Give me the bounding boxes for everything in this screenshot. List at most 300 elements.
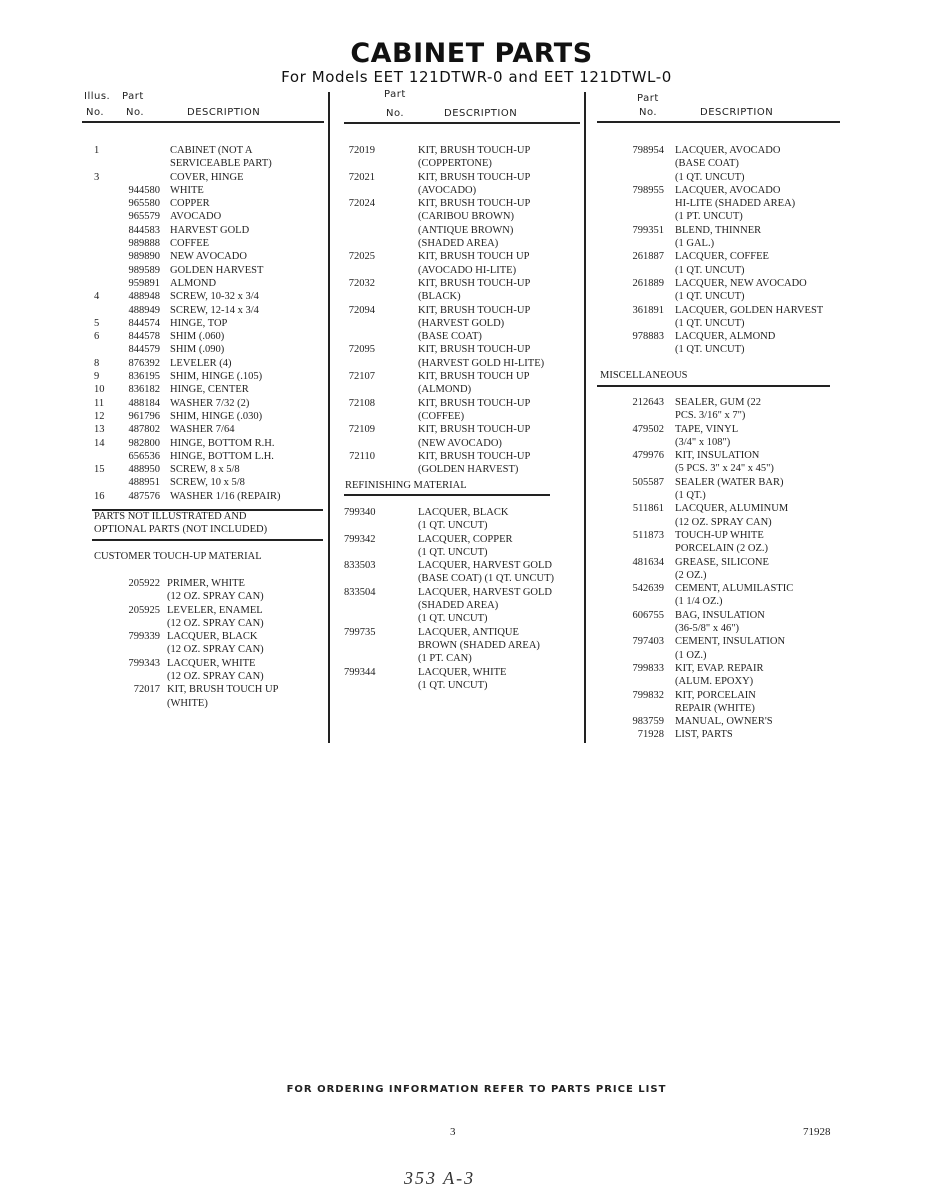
part-row: [344, 397, 580, 424]
part-number: 799339: [128, 631, 160, 643]
part-description: GREASE, SILICONE: [675, 556, 769, 568]
part-row: [597, 184, 843, 224]
part-row: [344, 666, 580, 693]
part-number: 205925: [128, 604, 160, 616]
part-description: (12 OZ. SPRAY CAN): [167, 591, 264, 603]
part-row: [597, 529, 843, 556]
part-number: 836195: [128, 371, 160, 383]
part-description: KIT, BRUSH TOUCH-UP: [418, 277, 531, 289]
part-row: [94, 210, 324, 223]
part-number: 799344: [344, 666, 376, 678]
part-number: 833503: [344, 560, 376, 572]
part-row: [597, 689, 843, 716]
part-description: SCREW, 8 x 5/8: [170, 464, 240, 476]
part-no-header: No.: [126, 107, 145, 118]
part-description: CEMENT, ALUMILASTIC: [675, 583, 794, 595]
part-row: [94, 224, 324, 237]
document-number: 71928: [803, 1126, 831, 1138]
illus-number: 8: [94, 357, 100, 369]
handwritten-note: 353 A-3: [404, 1168, 476, 1188]
part-description: (12 OZ. SPRAY CAN): [675, 516, 772, 528]
part-description: (COFFEE): [418, 410, 465, 422]
illus-number: 6: [94, 331, 100, 343]
illus-number: 14: [94, 437, 105, 449]
part-number: 72095: [348, 344, 375, 356]
part-description: LACQUER, AVOCADO: [675, 184, 781, 196]
part-row: [344, 370, 580, 397]
part-description: CEMENT, INSULATION: [675, 636, 786, 648]
column-divider: [584, 92, 586, 743]
part-description: LACQUER, COFFEE: [675, 251, 769, 263]
part-description: BAG, INSULATION: [675, 609, 765, 621]
part-description: (1 OZ.): [675, 649, 707, 661]
part-description: HI-LITE (SHADED AREA): [675, 198, 796, 210]
part-description: LACQUER, HARVEST GOLD: [418, 586, 553, 598]
part-row: [94, 450, 324, 463]
page-title: CABINET PARTS: [350, 38, 593, 69]
part-row: [597, 250, 843, 277]
part-description: LEVELER, ENAMEL: [167, 604, 263, 616]
part-description: LACQUER, COPPER: [418, 533, 513, 545]
part-description: GOLDEN HARVEST: [170, 264, 264, 276]
header-rule: [344, 122, 580, 124]
part-description: (1 QT. UNCUT): [675, 317, 745, 329]
section-title: MISCELLANEOUS: [600, 370, 688, 381]
part-number: 205922: [128, 578, 160, 589]
touch-up-entries: [94, 577, 324, 710]
part-description: HINGE, BOTTOM R.H.: [170, 437, 275, 449]
part-number: 488949: [128, 304, 160, 316]
part-number: 965579: [128, 211, 160, 223]
part-description: (HARVEST GOLD HI-LITE): [418, 357, 545, 369]
part-row: [344, 559, 580, 586]
part-description: MANUAL, OWNER'S: [675, 716, 773, 728]
part-number: 72032: [348, 277, 375, 289]
part-number: 978883: [632, 331, 664, 343]
part-description: LACQUER, BLACK: [167, 631, 258, 643]
page-number: 3: [450, 1126, 456, 1138]
part-no-header: No.: [386, 108, 405, 119]
part-number: 983759: [632, 716, 664, 728]
part-row: [597, 330, 843, 357]
part-number: 488184: [128, 397, 160, 409]
part-description: REPAIR (WHITE): [675, 702, 755, 714]
part-description: AVOCADO: [170, 211, 222, 223]
part-description: KIT, BRUSH TOUCH UP: [418, 251, 530, 263]
part-number: 833504: [344, 586, 376, 598]
part-description: PORCELAIN (2 OZ.): [675, 543, 769, 555]
part-number: 799340: [344, 507, 376, 518]
part-description: KIT, BRUSH TOUCH-UP: [418, 424, 531, 436]
section-title: CUSTOMER TOUCH-UP MATERIAL: [94, 551, 262, 562]
part-description: KIT, INSULATION: [675, 450, 760, 462]
part-row: [344, 171, 580, 198]
illus-number: 10: [94, 384, 105, 396]
part-number: 799833: [632, 662, 664, 674]
part-row: [94, 657, 324, 684]
part-description: (ANTIQUE BROWN): [418, 224, 514, 236]
part-description: PRIMER, WHITE: [167, 578, 245, 589]
part-number: 488951: [128, 477, 160, 489]
part-description: SERVICEABLE PART): [170, 158, 272, 170]
section-title: REFINISHING MATERIAL: [345, 480, 467, 491]
part-row: [94, 343, 324, 356]
part-description: SCREW, 10-32 x 3/4: [170, 291, 259, 303]
part-description: LACQUER, WHITE: [418, 666, 507, 678]
part-description: COVER, HINGE: [170, 171, 244, 183]
part-description: KIT, BRUSH TOUCH-UP: [418, 304, 531, 316]
part-description: (1 QT. UNCUT): [675, 171, 745, 183]
part-description: LACQUER, ANTIQUE: [418, 626, 519, 638]
part-number: 656536: [128, 450, 160, 462]
part-number: 488948: [128, 291, 160, 303]
part-description: LACQUER, ALUMINUM: [675, 503, 789, 515]
part-row: [94, 476, 324, 489]
part-description: LACQUER, WHITE: [167, 657, 256, 669]
part-number: 72094: [348, 304, 375, 316]
part-description: (3/4" x 108"): [675, 436, 731, 448]
illus-number: 15: [94, 464, 105, 476]
part-description: KIT, BRUSH TOUCH-UP: [418, 171, 531, 183]
description-header: DESCRIPTION: [187, 107, 261, 118]
part-description: (HARVEST GOLD): [418, 317, 505, 329]
part-row: [344, 304, 580, 344]
part-header: Part: [384, 89, 406, 100]
part-row: [94, 330, 324, 343]
part-number: 798955: [632, 184, 664, 196]
part-row: [597, 144, 843, 184]
part-row: [597, 715, 843, 728]
part-description: LACQUER, BLACK: [418, 507, 509, 518]
section-rule: [344, 494, 550, 496]
part-number: 799342: [344, 533, 376, 545]
part-row: [94, 277, 324, 290]
column-1-entries: [94, 144, 324, 503]
part-description: (12 OZ. SPRAY CAN): [167, 617, 264, 629]
description-header: DESCRIPTION: [444, 108, 518, 119]
part-number: 982800: [128, 437, 160, 449]
part-number: 961796: [128, 410, 160, 422]
description-header: DESCRIPTION: [700, 107, 774, 118]
part-row: [597, 224, 843, 251]
section-rule: [92, 539, 323, 541]
illus-no-header: No.: [86, 107, 105, 118]
part-description: WASHER 7/32 (2): [170, 397, 250, 409]
column-2-entries: [344, 144, 580, 476]
part-number: 72025: [348, 251, 375, 263]
part-description: LACQUER, ALMOND: [675, 331, 776, 343]
part-row: [94, 237, 324, 250]
illus-header: Illus.: [84, 91, 111, 102]
header-rule: [82, 121, 324, 123]
illus-number: 3: [94, 171, 100, 183]
part-description: (2 OZ.): [675, 569, 707, 581]
part-description: (1 QT. UNCUT): [675, 264, 745, 276]
part-number: 944580: [128, 184, 160, 196]
part-description: KIT, EVAP. REPAIR: [675, 662, 764, 674]
part-row: [94, 197, 324, 210]
part-number: 505587: [632, 476, 664, 488]
part-row: [597, 582, 843, 609]
part-description: (1 PT. CAN): [418, 653, 472, 665]
part-row: [94, 171, 324, 184]
part-number: 72017: [133, 684, 160, 696]
column-divider: [328, 92, 330, 743]
part-row: [94, 490, 324, 503]
illus-number: 9: [94, 371, 100, 383]
part-description: KIT, PORCELAIN: [675, 689, 756, 701]
part-row: [94, 304, 324, 317]
part-description: COFFEE: [170, 238, 210, 250]
part-description: (SHADED AREA): [418, 600, 499, 612]
part-no-header: No.: [639, 107, 658, 118]
section-rule: [597, 385, 830, 387]
part-description: HINGE, TOP: [170, 317, 228, 329]
illus-number: 5: [94, 317, 100, 329]
part-row: [344, 506, 580, 533]
part-number: 799351: [632, 224, 664, 236]
part-description: (1 PT. UNCUT): [675, 211, 743, 223]
part-description: (1 1/4 OZ.): [675, 596, 723, 608]
part-row: [94, 577, 324, 604]
part-number: 72110: [349, 450, 375, 462]
column-3-entries: [597, 144, 843, 357]
part-row: [94, 383, 324, 396]
part-number: 71928: [637, 729, 664, 741]
part-description: (1 GAL.): [675, 238, 715, 250]
part-number: 487802: [128, 424, 160, 436]
part-description: NEW AVOCADO: [170, 251, 247, 263]
part-row: [597, 502, 843, 529]
part-description: (ALMOND): [418, 384, 472, 396]
part-row: [94, 683, 324, 710]
part-number: 72024: [348, 198, 375, 210]
part-description: (GOLDEN HARVEST): [418, 464, 519, 476]
part-number: 479502: [632, 423, 664, 435]
part-number: 989888: [128, 238, 160, 250]
part-row: [344, 626, 580, 666]
part-row: [597, 304, 843, 331]
part-number: 606755: [632, 609, 664, 621]
part-row: [94, 264, 324, 277]
part-description: BLEND, THINNER: [675, 224, 762, 236]
part-row: [597, 449, 843, 476]
part-row: [597, 728, 843, 741]
part-row: [94, 370, 324, 383]
illus-number: 4: [94, 291, 100, 303]
part-description: (ALUM. EPOXY): [675, 676, 754, 688]
part-description: (BASE COAT): [675, 158, 739, 170]
illus-number: 16: [94, 490, 105, 502]
part-description: (BASE COAT) (1 QT. UNCUT): [418, 573, 555, 585]
part-row: [344, 450, 580, 477]
part-description: (1 QT. UNCUT): [418, 613, 488, 625]
part-number: 989890: [128, 251, 160, 263]
part-description: HINGE, BOTTOM L.H.: [170, 450, 274, 462]
part-description: (COPPERTONE): [418, 158, 492, 170]
part-number: 844579: [128, 344, 160, 356]
part-number: 511861: [632, 503, 664, 515]
part-description: (1 QT. UNCUT): [675, 344, 745, 356]
part-row: [94, 437, 324, 450]
part-description: (1 QT.): [675, 490, 706, 502]
part-description: KIT, BRUSH TOUCH-UP: [418, 198, 531, 210]
part-description: HINGE, CENTER: [170, 384, 249, 396]
part-row: [94, 290, 324, 303]
part-description: PCS. 3/16" x 7"): [675, 410, 746, 422]
part-description: (CARIBOU BROWN): [418, 211, 514, 223]
part-row: [344, 533, 580, 560]
part-number: 844578: [128, 331, 160, 343]
part-number: 511873: [632, 529, 664, 541]
part-description: (1 QT. UNCUT): [675, 291, 745, 303]
illus-number: 1: [94, 145, 100, 156]
part-description: (AVOCADO HI-LITE): [418, 264, 517, 276]
part-description: HARVEST GOLD: [170, 224, 250, 236]
part-number: 72108: [348, 397, 375, 409]
part-number: 959891: [128, 277, 160, 289]
part-number: 844583: [128, 224, 160, 236]
part-description: KIT, BRUSH TOUCH-UP: [418, 344, 531, 356]
part-description: BROWN (SHADED AREA): [418, 639, 540, 651]
part-description: (5 PCS. 3" x 24" x 45"): [675, 463, 774, 475]
part-description: LACQUER, AVOCADO: [675, 145, 781, 156]
part-number: 479976: [632, 450, 664, 462]
part-description: LEVELER (4): [170, 357, 232, 369]
part-description: (SHADED AREA): [418, 238, 499, 250]
ordering-note: FOR ORDERING INFORMATION REFER TO PARTS PRICE LIST: [286, 1084, 667, 1095]
part-number: 876392: [128, 357, 160, 369]
part-row: [597, 635, 843, 662]
part-description: KIT, BRUSH TOUCH-UP: [418, 450, 531, 462]
part-description: (NEW AVOCADO): [418, 437, 502, 449]
part-row: [597, 556, 843, 583]
part-row: [94, 317, 324, 330]
part-description: SHIM (.090): [170, 344, 225, 356]
part-description: (AVOCADO): [418, 184, 477, 196]
part-description: SHIM (.060): [170, 331, 225, 343]
part-description: COPPER: [170, 198, 210, 210]
part-description: (1 QT. UNCUT): [418, 679, 488, 691]
part-description: LACQUER, GOLDEN HARVEST: [675, 304, 824, 316]
part-description: TAPE, VINYL: [675, 423, 739, 435]
part-row: [344, 197, 580, 250]
part-row: [94, 410, 324, 423]
part-number: 844574: [128, 317, 160, 329]
part-description: (1 QT. UNCUT): [418, 520, 488, 532]
part-row: [344, 343, 580, 370]
part-number: 487576: [128, 490, 160, 502]
part-description: WASHER 1/16 (REPAIR): [170, 490, 281, 502]
part-description: KIT, BRUSH TOUCH-UP: [418, 145, 531, 156]
part-description: LACQUER, HARVEST GOLD: [418, 560, 553, 572]
miscellaneous-entries: [597, 396, 843, 742]
part-number: 72107: [348, 371, 375, 383]
part-row: [597, 609, 843, 636]
part-row: [597, 423, 843, 450]
part-row: [344, 586, 580, 626]
part-number: 72021: [348, 171, 375, 183]
part-number: 799735: [344, 626, 376, 638]
part-header: Part: [637, 93, 659, 104]
part-number: 965580: [128, 198, 160, 210]
part-number: 799832: [632, 689, 664, 701]
note-line: OPTIONAL PARTS (NOT INCLUDED): [94, 524, 268, 535]
part-description: TOUCH-UP WHITE: [675, 529, 764, 541]
part-row: [344, 144, 580, 171]
part-description: WASHER 7/64: [170, 424, 235, 436]
part-description: WHITE: [170, 184, 204, 196]
part-number: 542639: [632, 583, 664, 595]
part-row: [94, 604, 324, 631]
part-description: (BLACK): [418, 291, 461, 303]
part-number: 361891: [632, 304, 664, 316]
part-row: [94, 144, 324, 171]
page-subtitle: For Models EET 121DTWR-0 and EET 121DTWL-0: [281, 68, 672, 86]
part-row: [94, 250, 324, 263]
illus-number: 12: [94, 410, 105, 422]
part-number: 488950: [128, 464, 160, 476]
part-description: KIT, BRUSH TOUCH UP: [167, 684, 279, 696]
part-number: 261889: [632, 277, 664, 289]
header-rule: [597, 121, 840, 123]
note-line: PARTS NOT ILLUSTRATED AND: [94, 511, 247, 522]
part-row: [94, 397, 324, 410]
part-row: [597, 277, 843, 304]
part-description: SEALER (WATER BAR): [675, 476, 784, 488]
part-number: 798954: [632, 145, 664, 156]
part-row: [94, 463, 324, 476]
part-row: [597, 476, 843, 503]
part-number: 797403: [632, 636, 664, 648]
refinishing-entries: [344, 506, 580, 692]
part-number: 481634: [632, 556, 664, 568]
part-description: (12 OZ. SPRAY CAN): [167, 644, 264, 656]
part-row: [344, 423, 580, 450]
part-number: 212643: [632, 397, 664, 408]
part-row: [344, 277, 580, 304]
illus-number: 13: [94, 424, 105, 436]
part-description: LIST, PARTS: [675, 729, 733, 741]
part-row: [597, 396, 843, 423]
part-row: [344, 250, 580, 277]
part-description: SEALER, GUM (22: [675, 397, 762, 408]
part-description: (12 OZ. SPRAY CAN): [167, 671, 264, 683]
part-number: 836182: [128, 384, 160, 396]
part-row: [94, 630, 324, 657]
part-row: [94, 357, 324, 370]
part-description: ALMOND: [170, 277, 217, 289]
part-description: KIT, BRUSH TOUCH UP: [418, 371, 530, 383]
part-description: (BASE COAT): [418, 331, 482, 343]
part-description: (1 QT. UNCUT): [418, 546, 488, 558]
part-number: 261887: [632, 251, 664, 263]
part-description: SCREW, 12-14 x 3/4: [170, 304, 259, 316]
part-description: KIT, BRUSH TOUCH-UP: [418, 397, 531, 409]
part-number: 72109: [348, 424, 375, 436]
part-number: 989589: [128, 264, 160, 276]
part-row: [94, 423, 324, 436]
part-description: (WHITE): [167, 697, 208, 709]
part-description: SCREW, 10 x 5/8: [170, 477, 245, 489]
part-header: Part: [122, 91, 144, 102]
illus-number: 11: [94, 397, 105, 409]
part-description: CABINET (NOT A: [170, 145, 253, 156]
part-description: (36-5/8" x 46"): [675, 623, 739, 635]
part-description: SHIM, HINGE (.030): [170, 410, 263, 422]
part-row: [597, 662, 843, 689]
part-description: LACQUER, NEW AVOCADO: [675, 277, 807, 289]
